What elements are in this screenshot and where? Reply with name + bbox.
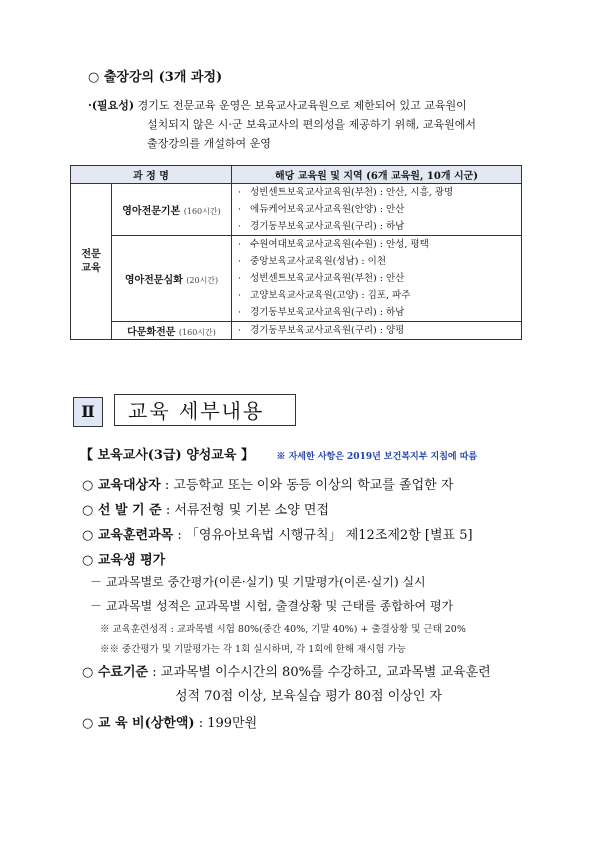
course-hours: (160시간): [178, 328, 216, 337]
list-item: · 에듀케어보육교사교육원(안양) : 안산: [238, 201, 521, 218]
list-item: · 성빈센트보육교사교육원(부천) : 안산, 시흥, 광명: [238, 184, 521, 201]
fee-label: ○ 교 육 비(상한액): [82, 716, 195, 731]
outreach-course-table: [70, 165, 522, 340]
header-course: 과 정 명: [71, 166, 232, 184]
course-hours: (160시간): [183, 207, 221, 216]
institution-list: [232, 184, 522, 236]
evaluation-label: ○ 교육생 평가: [82, 553, 166, 568]
completion-line: [82, 661, 491, 680]
group-label-line-2: 교육: [81, 262, 101, 274]
course-name: [112, 184, 232, 236]
header-institution: 해당 교육원 및 지역 (6개 교육원, 10개 시군): [232, 166, 522, 184]
subsection-title: 【 보육교사(3급) 양성교육 】: [80, 448, 254, 463]
evaluation-line: [82, 549, 165, 568]
institution-list: [232, 236, 522, 322]
selection-value: : 서류전형 및 기본 소양 면접: [165, 503, 330, 518]
subsection-heading: [80, 444, 477, 463]
guideline-note: ※ 자세한 사항은 2019년 보건복지부 지침에 따름: [276, 452, 478, 462]
courses-label: ○ 교육훈련과목: [82, 528, 174, 543]
fee-value: : 199만원: [198, 716, 258, 731]
table-row: [71, 322, 522, 340]
section-number: Ⅱ: [73, 397, 103, 427]
table-row: [71, 236, 522, 322]
group-label-line-1: 전문: [81, 248, 101, 260]
course-title: 영아전문심화: [124, 275, 183, 286]
section-title-outreach: ○ 출장강의 (3개 과정): [88, 70, 223, 85]
course-title: 영아전문기본: [122, 206, 181, 217]
course-title: 다문화전문: [127, 327, 176, 338]
evaluation-detail-2: － 교과목별 성적은 교과목별 시험, 출결상황 및 근태를 종합하여 평가: [90, 599, 454, 613]
evaluation-detail-1: － 교과목별로 중간평가(이론·실기) 및 기말평가(이론·실기) 실시: [90, 575, 426, 589]
need-line-2: 설치되지 않은 시·군 보육교사의 편의성을 제공하기 위해, 교육원에서: [147, 118, 476, 131]
completion-value-2: 성적 70점 이상, 보육실습 평가 80점 이상인 자: [175, 689, 443, 704]
list-item: · 경기동부보육교사교육원(구리) : 하남: [238, 304, 521, 321]
need-line-3: 출장강의를 개설하여 운영: [147, 137, 271, 150]
target-value: : 고등학교 또는 이와 동등 이상의 학교를 졸업한 자: [164, 478, 454, 493]
institution-list: [232, 322, 522, 340]
group-label: [71, 184, 112, 340]
list-item: · 경기동부보육교사교육원(구리) : 양평: [238, 322, 521, 339]
fee-line: [82, 712, 257, 731]
need-paragraph: [88, 96, 548, 153]
target-label: ○ 교육대상자: [82, 478, 161, 493]
courses-value: : 「영유아보육법 시행규칙」 제12조제2항 [별표 5]: [177, 528, 473, 543]
list-item: · 성빈센트보육교사교육원(부천) : 안산: [238, 270, 521, 287]
selection-label: ○ 선 발 기 준: [82, 503, 162, 518]
list-item: · 경기동부보육교사교육원(구리) : 하남: [238, 218, 521, 235]
course-hours: (20시간): [186, 276, 219, 285]
completion-label: ○ 수료기준: [82, 665, 149, 680]
need-line-1: 경기도 전문교육 운영은 보육교사교육원으로 제한되어 있고 교육원이: [137, 99, 467, 112]
list-item: · 수원여대보육교사교육원(수원) : 안성, 평택: [238, 236, 521, 253]
evaluation-note-1: ※ 교육훈련성적 : 교과목별 시험 80%(중간 40%, 기말 40%) + 출결상황 및 근태 20%: [100, 624, 466, 635]
list-item: · 고양보육교사교육원(고양) : 김포, 파주: [238, 287, 521, 304]
target-line: [82, 474, 453, 493]
need-label: ·(필요성): [88, 99, 135, 112]
course-name: [112, 322, 232, 340]
list-item: · 중앙보육교사교육원(성남) : 이천: [238, 253, 521, 270]
section-title-details: 교육 세부내용: [114, 394, 296, 426]
selection-line: [82, 499, 329, 518]
courses-line: [82, 524, 473, 543]
table-header-row: [71, 166, 522, 184]
completion-value-1: : 교과목별 이수시간의 80%를 수강하고, 교과목별 교육훈련: [152, 665, 491, 680]
evaluation-note-2: ※※ 중간평가 및 기말평가는 각 1회 실시하며, 각 1회에 한해 재시험 가능: [100, 644, 406, 655]
course-name: [112, 236, 232, 322]
table-row: [71, 184, 522, 236]
